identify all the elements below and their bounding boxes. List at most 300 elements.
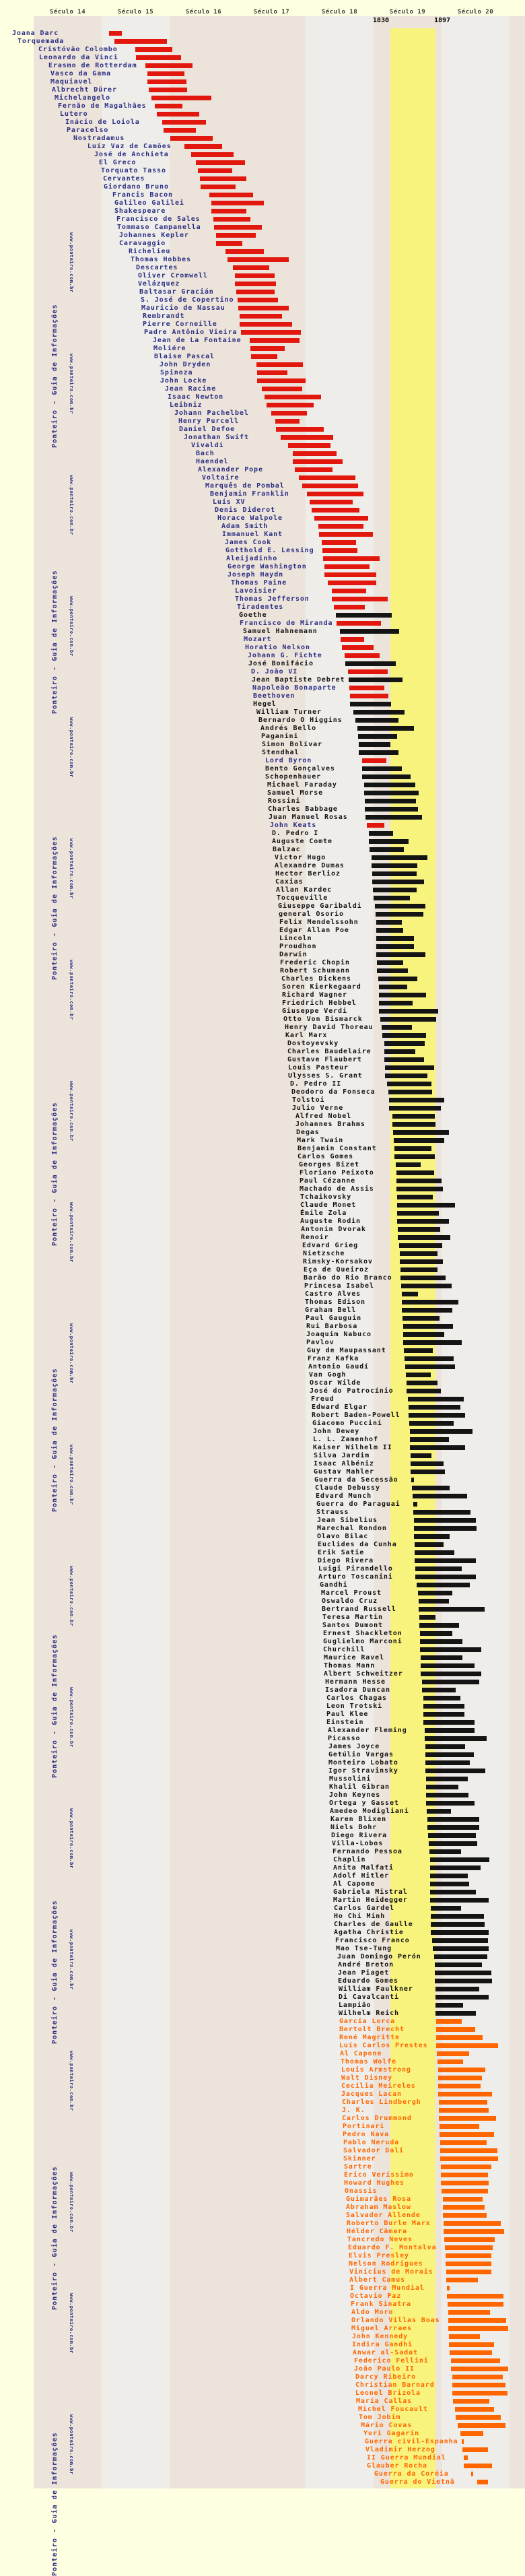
person-name: Agatha Christie xyxy=(334,1929,404,1936)
person-name: José do Patrocínio xyxy=(310,1387,394,1395)
person-name: D. João VI xyxy=(251,668,298,675)
person-name: Skinner xyxy=(343,2155,376,2162)
lifespan-bar xyxy=(425,1760,470,1765)
lifespan-bar xyxy=(374,896,410,900)
lifespan-bar xyxy=(238,298,278,302)
person-name: Daniel Defoe xyxy=(179,426,236,433)
person-name: Karl Marx xyxy=(285,1032,328,1039)
lifespan-bar xyxy=(400,1259,443,1264)
person-name: Spinoza xyxy=(160,369,193,376)
person-name: Einstein xyxy=(326,1719,364,1726)
person-name: Torquemada xyxy=(18,38,65,45)
person-name: Federico Fellini xyxy=(354,2357,429,2365)
lifespan-bar xyxy=(393,1130,449,1135)
person-name: Luíz Vaz de Camões xyxy=(88,143,172,150)
lifespan-bar xyxy=(376,928,403,933)
lifespan-bar xyxy=(388,1090,432,1094)
person-name: José Bonifácio xyxy=(248,660,314,667)
lifespan-bar xyxy=(450,2350,492,2355)
lifespan-bar xyxy=(415,1566,462,1571)
lifespan-bar xyxy=(405,1364,455,1369)
person-name: Giordano Bruno xyxy=(104,183,169,191)
person-name: Darcy Ribeiro xyxy=(355,2373,416,2381)
person-name: Benjamin Constant xyxy=(298,1145,377,1152)
lifespan-bar xyxy=(155,104,182,108)
person-name: Bach xyxy=(196,450,215,457)
lifespan-bar xyxy=(445,2245,493,2250)
person-name: Cristóvão Colombo xyxy=(38,46,118,53)
lifespan-bar xyxy=(426,1785,458,1789)
lifespan-bar xyxy=(382,1033,426,1038)
lifespan-bar xyxy=(328,581,376,585)
lifespan-bar xyxy=(425,1728,475,1733)
person-name: Leonardo da Vinci xyxy=(39,54,118,61)
lifespan-bar xyxy=(257,378,306,383)
lifespan-bar xyxy=(365,815,422,820)
lifespan-bar xyxy=(145,63,193,68)
person-name: L. L. Zamenhof xyxy=(313,1436,378,1443)
sidebar-url-text: www.ponteiro.com.br xyxy=(69,1808,74,1869)
sidebar-brand-text: Ponteiro - Guia de Informações xyxy=(51,304,59,448)
event-duration-bar xyxy=(447,2286,450,2290)
person-name: Antonin Dvorak xyxy=(301,1226,366,1233)
lifespan-bar xyxy=(417,1583,470,1587)
lifespan-bar xyxy=(332,589,366,593)
lifespan-bar xyxy=(319,532,373,537)
person-name: Luís XV xyxy=(213,498,246,506)
person-name: Tom Jobim xyxy=(359,2414,401,2421)
person-name: Paul Cézanne xyxy=(300,1177,356,1185)
lifespan-bar xyxy=(437,2051,469,2056)
person-name: Julio Verne xyxy=(292,1104,344,1112)
lifespan-bar xyxy=(441,2181,489,2185)
lifespan-bar xyxy=(405,1356,454,1361)
lifespan-bar xyxy=(403,1324,453,1329)
lifespan-bar xyxy=(377,968,408,973)
lifespan-bar xyxy=(196,160,245,165)
lifespan-bar xyxy=(427,1817,479,1822)
person-name: Tocqueville xyxy=(277,894,328,902)
person-name: Vladimir Herzog xyxy=(365,2446,435,2453)
lifespan-bar xyxy=(250,338,300,343)
sidebar-url-text: www.ponteiro.com.br xyxy=(69,1202,74,1263)
lifespan-bar xyxy=(419,1607,485,1612)
lifespan-bar xyxy=(435,1995,489,2000)
lifespan-bar xyxy=(394,1138,444,1143)
person-name: D. Pedro I xyxy=(272,830,319,837)
lifespan-bar xyxy=(336,613,392,618)
lifespan-bar xyxy=(436,2043,498,2048)
person-name: Olavo Bilac xyxy=(317,1533,369,1540)
lifespan-bar xyxy=(438,2092,492,2096)
century-label: Século 18 xyxy=(321,9,358,15)
lifespan-bar xyxy=(241,330,301,335)
lifespan-bar xyxy=(271,411,307,416)
person-name: Abraham Maslow xyxy=(346,2204,411,2211)
event-label: Guerra da Coréia xyxy=(374,2470,449,2478)
sidebar-url-text: www.ponteiro.com.br xyxy=(69,960,74,1020)
lifespan-bar xyxy=(211,209,246,213)
lifespan-bar xyxy=(431,1906,461,1911)
person-name: Gabriela Mistral xyxy=(333,1888,408,1896)
person-name: William Faulkner xyxy=(339,1985,413,1993)
lifespan-bar xyxy=(411,1461,444,1466)
person-name: André Breton xyxy=(338,1961,394,1969)
event-duration-bar xyxy=(413,1502,417,1507)
person-name: Guglielmo Marconi xyxy=(323,1638,403,1645)
person-name: John Keynes xyxy=(329,1791,381,1799)
lifespan-bar xyxy=(460,2431,483,2436)
person-name: Beethoven xyxy=(253,692,295,700)
sidebar-brand-text: Ponteiro - Guia de Informações xyxy=(51,2166,59,2310)
person-name: Bertolt Brecht xyxy=(339,2026,405,2033)
century-column xyxy=(510,16,525,2488)
lifespan-bar xyxy=(412,1486,450,1490)
person-name: Samuel Hahnemann xyxy=(243,628,318,635)
lifespan-bar xyxy=(442,2189,488,2193)
lifespan-bar xyxy=(365,799,416,803)
person-name: Glauber Rocha xyxy=(367,2462,427,2470)
person-name: Vasco da Gama xyxy=(50,70,111,77)
person-name: Shakespeare xyxy=(114,207,166,215)
lifespan-bar xyxy=(404,1348,433,1353)
person-name: Giuseppe Verdi xyxy=(282,1008,347,1015)
lifespan-bar xyxy=(429,1849,461,1854)
person-name: Jean Piaget xyxy=(338,1969,390,1977)
sidebar-url-text: www.ponteiro.com.br xyxy=(69,1323,74,1384)
person-name: Georges Bizet xyxy=(299,1161,359,1168)
person-name: Caravaggio xyxy=(119,240,166,247)
person-name: Bernardo O Higgins xyxy=(258,717,343,724)
person-name: Hegel xyxy=(253,700,277,708)
event-label: Guerra do Paraguai xyxy=(316,1500,400,1508)
person-name: Roberto Burle Marx xyxy=(347,2220,431,2227)
lifespan-bar xyxy=(211,201,264,205)
person-name: Francisco de Miranda xyxy=(240,620,333,627)
person-name: Mauricio de Nassau xyxy=(141,304,225,312)
lifespan-bar xyxy=(362,766,402,771)
lifespan-bar xyxy=(350,694,388,698)
lifespan-bar xyxy=(430,1882,469,1886)
person-name: Stendhal xyxy=(262,749,300,756)
lifespan-bar xyxy=(293,451,337,456)
lifespan-bar xyxy=(389,1106,441,1111)
person-name: Al Capone xyxy=(333,1880,376,1888)
lifespan-bar xyxy=(349,686,384,690)
person-name: Johannes Brahms xyxy=(295,1121,365,1128)
lifespan-bar xyxy=(384,1049,415,1054)
person-name: Isaac Newton xyxy=(168,393,224,401)
lifespan-bar xyxy=(438,2076,482,2080)
lifespan-bar xyxy=(318,524,363,529)
lifespan-bar xyxy=(389,1098,444,1102)
person-name: Giuseppe Garibaldi xyxy=(278,902,362,910)
person-name: George Washington xyxy=(228,563,307,570)
person-name: Allan Kardec xyxy=(276,886,332,894)
lifespan-bar xyxy=(443,2197,483,2202)
person-name: Oswaldo Cruz xyxy=(322,1597,378,1605)
lifespan-bar xyxy=(422,1680,479,1684)
lifespan-bar xyxy=(420,1631,452,1636)
lifespan-bar xyxy=(288,443,330,448)
person-name: Paul Klee xyxy=(326,1711,369,1718)
lifespan-bar xyxy=(431,1922,485,1927)
sidebar-brand-text: Ponteiro - Guia de Informações xyxy=(51,570,59,714)
person-name: Oliver Cromwell xyxy=(138,272,208,279)
lifespan-bar xyxy=(367,823,384,828)
person-name: Horatio Nelson xyxy=(245,644,310,651)
lifespan-bar xyxy=(358,734,397,739)
lifespan-bar xyxy=(324,572,376,577)
lifespan-bar xyxy=(372,855,427,860)
lifespan-bar xyxy=(415,1575,476,1579)
lifespan-bar xyxy=(387,1082,431,1086)
person-name: Eduardo Gomes xyxy=(338,1977,398,1985)
lifespan-bar xyxy=(191,152,234,157)
lifespan-bar xyxy=(420,1647,481,1652)
lifespan-bar xyxy=(428,1833,476,1838)
person-name: Edward Elgar xyxy=(312,1403,368,1411)
person-name: Giacomo Puccini xyxy=(312,1420,382,1427)
person-name: Nelson Rodrigues xyxy=(349,2260,423,2268)
person-name: Salvador Dali xyxy=(343,2147,404,2154)
person-name: Anwar al-Sadat xyxy=(353,2349,418,2356)
person-name: Indira Gandhi xyxy=(352,2341,413,2348)
person-name: Christian Barnard xyxy=(355,2381,435,2389)
person-name: Otto Von Bismarck xyxy=(283,1016,363,1023)
lifespan-bar xyxy=(375,904,425,909)
person-name: Proudhon xyxy=(279,943,317,950)
person-name: Silva Jardim xyxy=(314,1452,370,1459)
lifespan-bar xyxy=(364,783,415,787)
lifespan-bar xyxy=(359,750,398,755)
lifespan-bar xyxy=(240,322,292,327)
lifespan-bar xyxy=(438,2068,485,2072)
person-name: Salvador Allende xyxy=(346,2212,421,2219)
person-name: Michelangelo xyxy=(55,94,111,102)
lifespan-bar xyxy=(312,508,359,513)
lifespan-bar xyxy=(403,1340,462,1345)
person-name: Hélder Câmara xyxy=(347,2228,407,2235)
lifespan-bar xyxy=(345,661,396,666)
person-name: Johann Pachelbel xyxy=(174,409,249,417)
person-name: Frederic Chopin xyxy=(280,959,350,966)
lifespan-bar xyxy=(322,540,356,545)
lifespan-bar xyxy=(426,1777,468,1781)
lifespan-bar xyxy=(353,710,405,715)
person-name: Oscar Wilde xyxy=(310,1379,361,1387)
person-name: Isaac Albéniz xyxy=(314,1460,374,1467)
lifespan-bar xyxy=(443,2205,485,2210)
person-name: Karen Blixen xyxy=(330,1816,387,1823)
person-name: Aldo Moro xyxy=(351,2309,394,2316)
person-name: Castro Alves xyxy=(305,1290,361,1298)
lifespan-bar xyxy=(225,249,264,254)
lifespan-bar xyxy=(324,564,370,569)
lifespan-bar xyxy=(392,1114,435,1119)
person-name: Walt Disney xyxy=(341,2074,393,2082)
person-name: Louis Pasteur xyxy=(288,1064,349,1071)
sidebar-brand-text: Ponteiro - Guia de Informações xyxy=(51,1900,59,2044)
person-name: Degas xyxy=(296,1129,320,1136)
person-name: Juan Manuel Rosas xyxy=(269,814,348,821)
lifespan-bar xyxy=(184,144,222,149)
lifespan-bar xyxy=(198,168,232,173)
lifespan-bar xyxy=(462,2447,488,2452)
person-name: Victor Hugo xyxy=(275,854,326,861)
person-name: Wilhelm Reich xyxy=(339,2010,399,2017)
lifespan-bar xyxy=(430,1857,489,1862)
person-name: Nietzsche xyxy=(303,1250,345,1257)
person-name: Napoleão Bonaparte xyxy=(252,684,337,692)
person-name: Onassis xyxy=(345,2187,378,2195)
person-name: Thomas Wolfe xyxy=(341,2058,397,2066)
lifespan-bar xyxy=(299,475,355,480)
person-name: Charles Babbage xyxy=(268,805,338,813)
person-name: Di Cavalcanti xyxy=(339,1993,399,2001)
person-name: Edvard Munch xyxy=(316,1492,372,1500)
lifespan-bar xyxy=(379,993,426,997)
lifespan-bar xyxy=(440,2124,479,2129)
lifespan-bar xyxy=(402,1300,458,1304)
lifespan-bar xyxy=(149,88,187,92)
century-label: Século 20 xyxy=(457,9,494,15)
lifespan-bar xyxy=(201,185,236,189)
lifespan-bar xyxy=(394,1146,431,1151)
person-name: José de Anchieta xyxy=(94,151,169,158)
lifespan-bar xyxy=(238,306,289,310)
person-name: Antonio Gaudí xyxy=(308,1363,369,1370)
lifespan-bar xyxy=(444,2237,495,2242)
lifespan-bar xyxy=(376,936,414,941)
person-name: Hector Berlioz xyxy=(275,870,341,878)
person-name: Howard Hughes xyxy=(344,2179,405,2187)
lifespan-bar xyxy=(413,1494,467,1498)
sidebar-brand-text: Ponteiro - Guia de Informações xyxy=(51,2432,59,2576)
person-name: Churchill xyxy=(323,1646,365,1653)
person-name: Getúlio Vargas xyxy=(328,1751,394,1758)
sidebar-url-text: www.ponteiro.com.br xyxy=(69,1687,74,1748)
lifespan-bar xyxy=(444,2221,501,2226)
lifespan-bar xyxy=(413,1510,470,1515)
person-name: Amedeo Modigliani xyxy=(330,1808,409,1815)
lifespan-bar xyxy=(425,1769,485,1773)
person-name: D. Pedro II xyxy=(290,1080,342,1088)
person-name: Fernão de Magalhães xyxy=(58,102,147,110)
lifespan-bar xyxy=(429,1841,477,1846)
lifespan-bar xyxy=(448,2302,503,2307)
lifespan-bar xyxy=(281,435,333,440)
person-name: Richelieu xyxy=(129,248,171,255)
lifespan-bar xyxy=(276,427,324,432)
lifespan-bar xyxy=(235,273,275,278)
person-name: Cervantes xyxy=(103,175,145,183)
lifespan-bar xyxy=(170,136,213,141)
lifespan-bar xyxy=(378,977,417,981)
person-name: Joseph Haydn xyxy=(228,571,284,579)
person-name: Maria Callas xyxy=(356,2398,413,2405)
person-name: Charles Lindbergh xyxy=(342,2099,421,2106)
lifespan-bar xyxy=(362,774,411,779)
lifespan-bar xyxy=(377,960,403,965)
person-name: Rui Barbosa xyxy=(306,1323,358,1330)
lifespan-bar xyxy=(341,637,364,642)
lifespan-bar xyxy=(449,2342,494,2347)
lifespan-bar xyxy=(456,2415,501,2420)
person-name: Mussolini xyxy=(329,1775,372,1783)
lifespan-bar xyxy=(441,2165,491,2169)
person-name: Robert Schumann xyxy=(280,967,350,975)
person-name: Paganini xyxy=(261,733,299,740)
lifespan-bar xyxy=(415,1558,476,1563)
lifespan-bar xyxy=(452,2375,503,2379)
person-name: Thomas Paine xyxy=(231,579,287,587)
person-name: Claude Monet xyxy=(300,1201,357,1209)
person-name: Darwin xyxy=(279,951,308,958)
lifespan-bar xyxy=(401,1284,452,1288)
person-name: Charles de Gaulle xyxy=(334,1921,413,1928)
lifespan-bar xyxy=(369,831,393,836)
lifespan-bar xyxy=(430,1874,468,1878)
person-name: Tchaikovsky xyxy=(300,1193,352,1201)
person-name: Jacques Lacan xyxy=(341,2090,402,2098)
lifespan-bar xyxy=(449,2334,480,2339)
person-name: Blaise Pascal xyxy=(154,353,215,360)
person-name: John Keats xyxy=(270,822,317,829)
person-name: Alexander Pope xyxy=(198,466,263,473)
lifespan-bar xyxy=(135,47,172,52)
lifespan-bar xyxy=(455,2407,494,2412)
person-name: Francisco de Sales xyxy=(116,216,201,223)
event-label: Guerra do Vietnã xyxy=(380,2478,455,2486)
lifespan-bar xyxy=(434,1954,487,1959)
lifespan-bar xyxy=(418,1591,452,1595)
lifespan-bar xyxy=(421,1655,462,1660)
lifespan-bar xyxy=(431,1930,489,1935)
lifespan-bar xyxy=(385,1074,427,1078)
person-name: Elvis Presley xyxy=(349,2252,409,2259)
lifespan-bar xyxy=(402,1292,418,1296)
person-name: Renoir xyxy=(301,1234,329,1241)
lifespan-bar xyxy=(370,847,404,852)
person-name: Edgar Allan Poe xyxy=(279,927,349,934)
person-name: Albrecht Dürer xyxy=(52,86,117,94)
lifespan-bar xyxy=(397,1219,449,1224)
person-name: John Locke xyxy=(160,377,207,385)
lifespan-bar xyxy=(398,1227,440,1232)
person-name: Pablo Neruda xyxy=(343,2139,400,2146)
person-name: Charles Baudelaire xyxy=(287,1048,372,1055)
person-name: Lutero xyxy=(60,110,88,118)
lifespan-bar xyxy=(400,1267,438,1272)
lifespan-bar xyxy=(415,1542,444,1547)
lifespan-bar xyxy=(365,807,418,812)
person-name: John Dewey xyxy=(313,1428,360,1435)
lifespan-bar xyxy=(440,2148,497,2153)
lifespan-bar xyxy=(452,2383,505,2387)
lifespan-bar xyxy=(409,1405,460,1410)
lifespan-bar xyxy=(414,1518,476,1523)
person-name: Richard Wagner xyxy=(282,991,347,999)
century-column xyxy=(34,16,102,2488)
lifespan-bar xyxy=(348,669,388,674)
sidebar-url-text: www.ponteiro.com.br xyxy=(69,2414,74,2475)
person-name: James Joyce xyxy=(328,1743,380,1750)
lifespan-bar xyxy=(444,2229,504,2234)
person-name: Johann G. Fichte xyxy=(248,652,322,659)
lifespan-bar xyxy=(214,225,262,230)
lifespan-bar xyxy=(372,880,424,884)
